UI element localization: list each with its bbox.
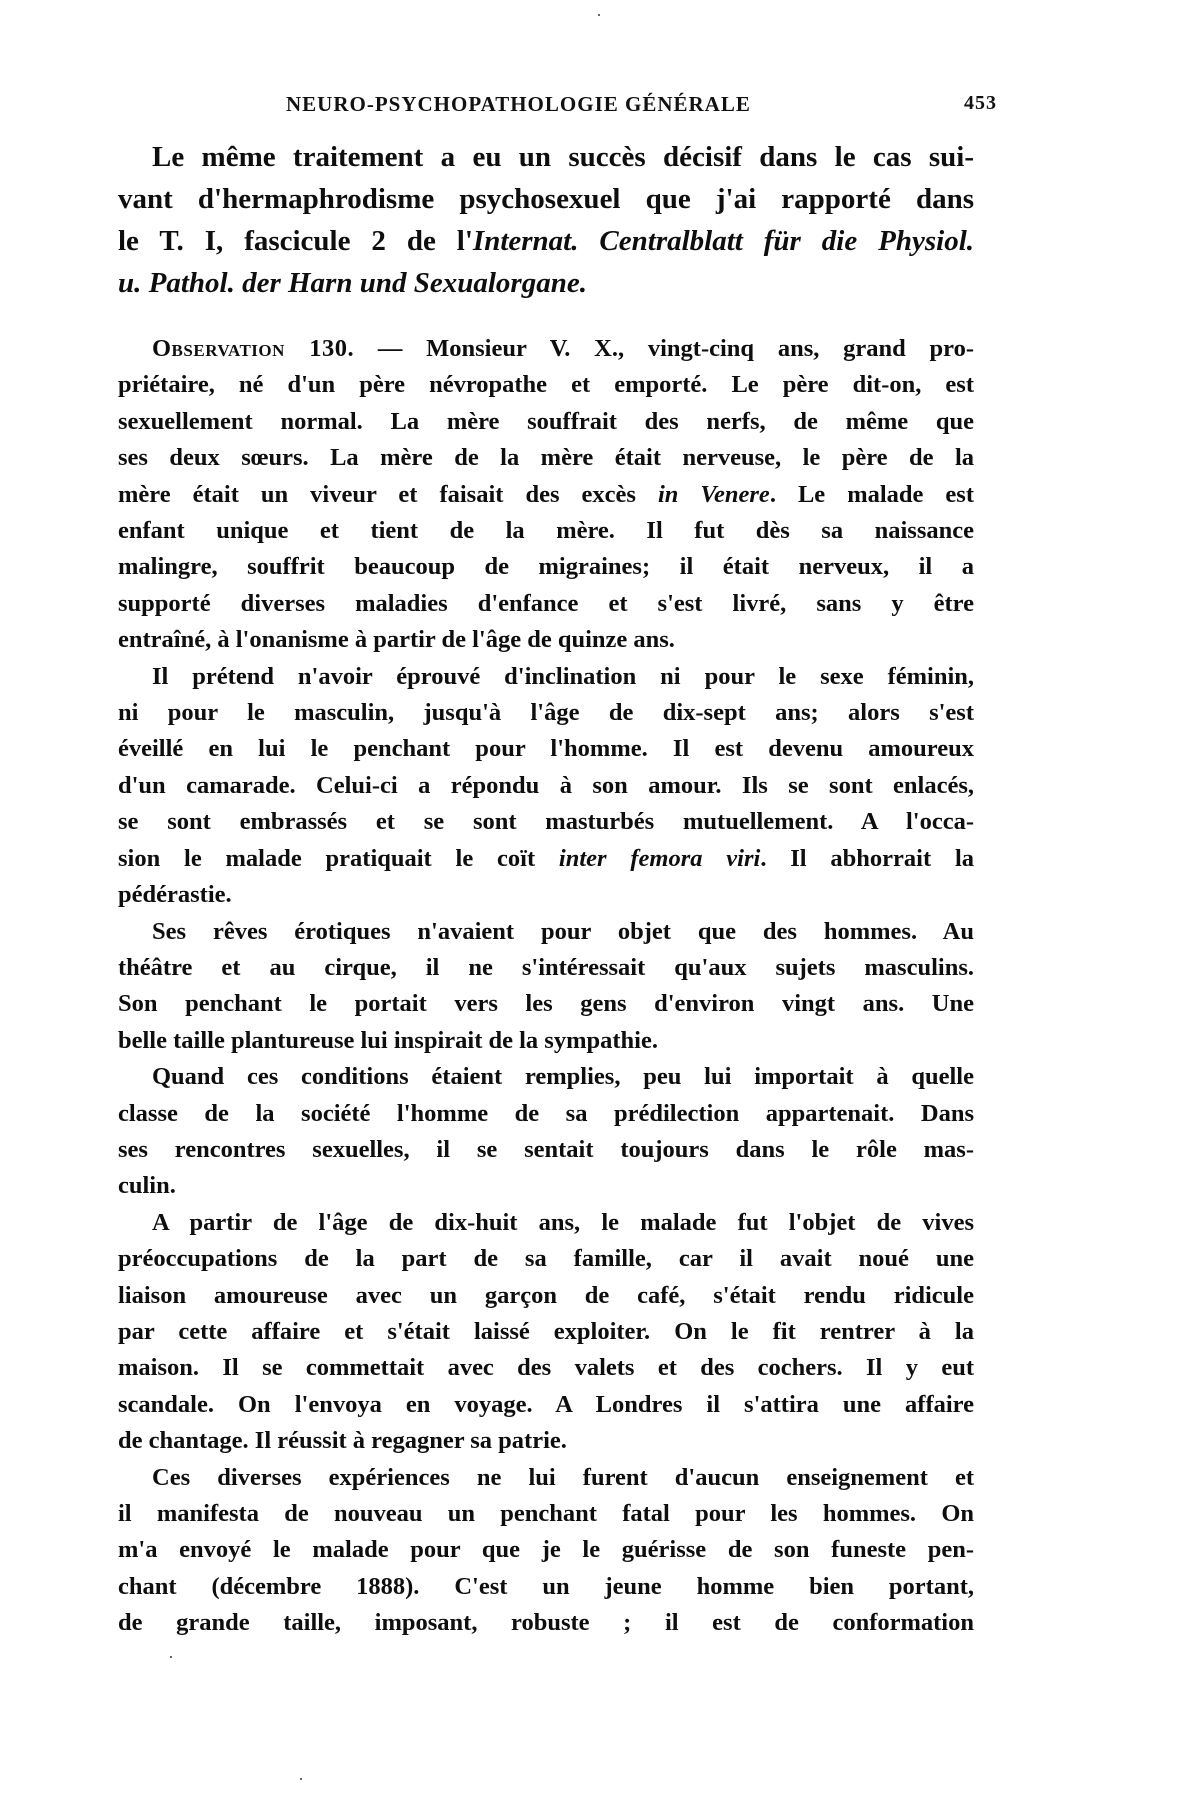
text-line: scandale. On l'envoya en voyage. A Londres il s'attira une affaire [118,1390,974,1418]
scan-speck [300,1778,302,1780]
running-title: NEURO-PSYCHOPATHOLOGIE GÉNÉRALE [286,92,751,116]
latin-phrase: in Venere [657,480,770,508]
text-line: Ces diverses expériences ne lui furent d'aucun enseignement et [152,1463,974,1491]
text-line: Il prétend n'avoir éprouvé d'inclination ni pour le sexe féminin, [152,662,974,690]
text-line: Quand ces conditions étaient remplies, peu lui importait à quelle [152,1063,974,1091]
text-line: classe de la société l'homme de sa prédilection appartenait. Dans [118,1099,974,1127]
text-line: sexuellement normal. La mère souffrait des nerfs, de même que [118,407,974,435]
text-run: sion le malade pratiquait le coït [118,844,559,872]
text-line [118,841,974,877]
text-line: éveillé en lui le penchant pour l'homme. Il est devenu amoureux [118,735,974,763]
latin-phrase: inter femora viri [558,844,761,872]
text-line: belle taille plantureuse lui inspirait de la sympathie. [118,1026,658,1054]
text-run: . Il abhorrait la [760,844,975,872]
text-line: liaison amoureuse avec un garçon de café, s'était rendu ridicule [118,1281,974,1309]
text-run: mère était un viveur et faisait des excès [118,480,658,508]
text-line: entraîné, à l'onanisme à partir de l'âge de quinze ans. [118,626,675,654]
text-line: chant (décembre 1888). C'est un jeune homme bien portant, [118,1572,974,1600]
text-line: maison. Il se commettait avec des valets et des cochers. Il y eut [118,1354,974,1382]
text-line: ni pour le masculin, jusqu'à l'âge de dix-sept ans; alors s'est [118,699,974,727]
text-line: théâtre et au cirque, il ne s'intéressait qu'aux sujets masculins. [118,953,974,981]
observation-block [118,331,974,1642]
text-run: . Le malade est [769,480,974,508]
text-run: — Monsieur V. X., vingt-cinq ans, grand pro- [354,335,974,362]
text-line: Son penchant le portait vers les gens d'environ vingt ans. Une [118,990,974,1018]
text-line [118,262,974,304]
text-line: ses deux sœurs. La mère de la mère était nerveuse, le père de la [118,444,974,472]
text-line [118,220,974,262]
text-line: supporté diverses maladies d'enfance et s'est livré, sans y être [118,589,974,617]
text-line: il manifesta de nouveau un penchant fatal pour les hommes. On [118,1500,974,1527]
observation-label: Observation 130. [152,335,355,362]
text-line: se sont embrassés et se sont masturbés mutuellement. A l'occa- [118,808,974,836]
text-run: le T. I, fascicule 2 de l' [118,225,473,257]
text-line: pédérastie. [118,881,232,909]
text-line: m'a envoyé le malade pour que je le guérisse de son funeste pen- [118,1536,974,1564]
text-line: vant d'hermaphrodisme psychosexuel que j'ai rapporté dans [118,183,974,215]
observation-heading-line [118,331,974,367]
journal-title: Internat. Centralblatt für die Physiol. [472,225,975,257]
text-line: A partir de l'âge de dix-huit ans, le malade fut l'objet de vives [152,1208,974,1236]
scan-speck [170,1656,172,1658]
text-line: enfant unique et tient de la mère. Il fut dès sa naissance [118,517,974,545]
scan-speck [598,14,600,16]
text-line: par cette affaire et s'était laissé exploiter. On le fit rentrer à la [118,1317,974,1345]
text-line: de chantage. Il réussit à regagner sa patrie. [118,1427,567,1455]
text-line: préoccupations de la part de sa famille, car il avait noué une [118,1245,974,1273]
text-line: Le même traitement a eu un succès décisif dans le cas sui- [152,141,974,173]
text-line: malingre, souffrit beaucoup de migraines; il était nerveux, il a [118,553,974,581]
text-line: priétaire, né d'un père névropathe et emporté. Le père dit-on, est [118,371,974,399]
text-line: d'un camarade. Celui-ci a répondu à son amour. Ils se sont enlacés, [118,771,974,799]
text-line [118,477,974,513]
journal-title-cont: u. Pathol. der Harn und Sexualorgane. [118,267,587,299]
text-line: de grande taille, imposant, robuste ; il est de conformation [118,1609,974,1637]
intro-paragraph [118,136,974,304]
page-number: 453 [964,92,997,114]
text-line: ses rencontres sexuelles, il se sentait toujours dans le rôle mas- [118,1135,974,1163]
text-line: Ses rêves érotiques n'avaient pour objet que des hommes. Au [152,917,974,945]
text-line: culin. [118,1172,176,1200]
